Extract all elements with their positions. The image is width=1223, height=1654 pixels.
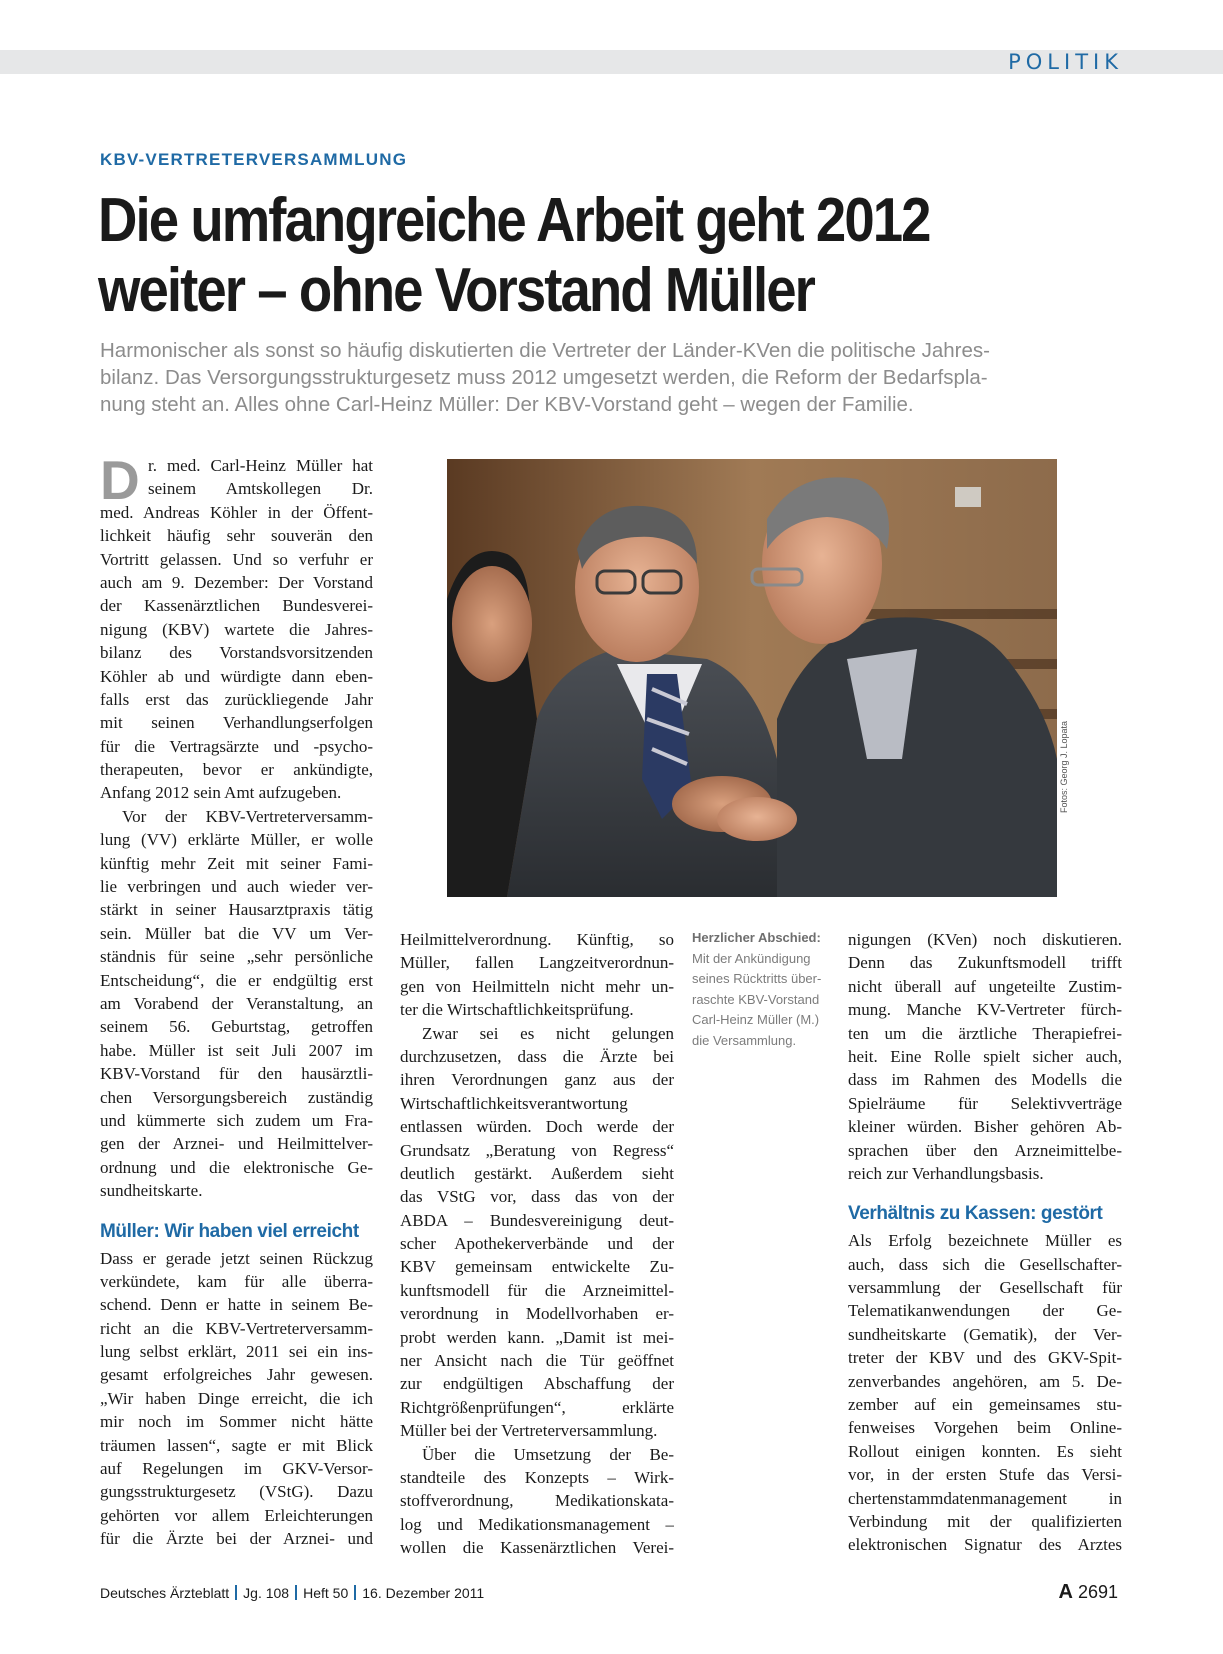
text-line: lichkeit häufig sehr souverän den [100,526,373,546]
text-line: auch, dass sich die Gesellschafter- [848,1254,1122,1274]
text-line: gesamt erfolgreiches Jahr gewesen. [100,1365,373,1385]
text-line: zur endgültigen Abschaffung der [400,1374,674,1394]
text-line: lung (VV) erklärte Müller, er wolle [100,830,373,850]
text-line: mir noch im Sommer nicht hätte [100,1412,373,1432]
text-line: am Vorabend der Veranstaltung, an [100,993,373,1013]
lead-line: nung steht an. Alles ohne Carl-Heinz Müller: Der KBV-Vorstand geht – wegen der Familie. [100,393,914,416]
text-line: auf Regelungen im GKV-Versor- [100,1459,373,1479]
headline-line: weiter – ohne Vorstand Müller [98,256,814,325]
text-line: für die Vertragsärzte und -psycho- [100,736,373,756]
text-line: Denn das Zukunftsmodell trifft [848,953,1122,973]
text-line: gen von Heilmitteln nicht mehr un- [400,976,674,996]
text-line: Vortritt gelassen. Und so verfuhr er [100,549,373,569]
text-column-2 [400,928,674,1560]
text-line: nicht überall auf ungeteilte Zustim- [848,976,1122,996]
text-line: Spielräume für Selektivverträge [848,1093,1122,1113]
photo-credit: Fotos: Georg J. Lopata [1059,720,1069,813]
caption-line: die Versammlung. [692,1032,797,1048]
footer-volume: Jg. 108 [243,1585,290,1601]
text-line: Müller bei der Vertreterversammlung. [400,1421,658,1441]
photo-caption [692,928,842,1051]
text-line: treter der KBV und des GKV-Spit- [848,1348,1122,1368]
text-line: verkündete, kam für alle überra- [100,1271,373,1291]
text-line: ter die Wirtschaftlichkeitsprüfung. [400,1000,634,1020]
text-line: ABDA – Bundesvereinigung deut- [400,1210,674,1230]
text-line: Dass er gerade jetzt seinen Rückzug [100,1248,373,1268]
text-line: reich zur Verhandlungsbasis. [848,1163,1044,1183]
text-line: ständnis für seine „sehr persönliche [100,947,373,967]
text-line: Richtgrößenprüfungen“, erklärte [400,1397,674,1417]
caption-title: Herzlicher Abschied: [692,930,821,945]
caption-line: Carl-Heinz Müller (M.) [692,1012,820,1027]
text-line: therapeuten, bevor er ankündigte, [100,760,373,780]
text-line: sundheitskarte (Gematik), der Ver- [848,1324,1122,1344]
text-line: Anfang 2012 sein Amt aufzugeben. [100,783,342,803]
photo-illustration [447,459,1057,897]
text-line: verordnung in Modellvorhaben er- [400,1304,674,1324]
text-line: lung selbst erklärt, 2011 sei ein ins- [100,1342,373,1362]
footer-publication: Deutsches Ärzteblatt [100,1585,230,1601]
footer-separator [235,1585,237,1600]
text-line: Telematikanwendungen der Ge- [848,1301,1122,1321]
text-line: kleiner würden. Bisher gehören Ab- [848,1117,1122,1137]
text-line: vor, in der ersten Stufe das Versi- [848,1465,1122,1485]
text-line: versammlung der Gesellschaft für [848,1278,1122,1298]
text-line: der Kassenärztlichen Bundesverei- [100,596,373,616]
page-number-value: 2691 [1077,1582,1118,1602]
text-line: elektronischen Signatur des Arztes [848,1535,1122,1555]
caption-line: seines Rücktritts über- [692,971,822,986]
text-line: stärkt in seiner Hausarztpraxis tätig [100,900,373,920]
text-line: gungsstrukturgesetz (VStG). Dazu [100,1482,373,1502]
text-line: scher Apothekerverbände und der [400,1234,674,1254]
text-line: nigung (KBV) wartete die Jahres- [100,619,373,639]
text-line: falls erst das zurückliegende Jahr [100,689,373,709]
article-lead [100,337,1130,418]
text-line: Entscheidung“, die er endgültig erst [100,970,373,990]
text-line: med. Andreas Köhler in der Öffent- [100,502,373,522]
text-line: künftig mehr Zeit mit seiner Fami- [100,853,373,873]
text-line: Grundsatz „Beratung von Regress“ [400,1140,674,1160]
footer-date: 16. Dezember 2011 [362,1585,485,1601]
text-line: schend. Denn er hatte in seinem Be- [100,1295,373,1315]
text-line: Müller, fallen Langzeitverordnun- [400,953,674,973]
text-line: zenverbandes angehören, am 5. De- [848,1371,1122,1391]
text-line: entlassen würden. Doch werde der [400,1117,674,1137]
text-line: r. med. Carl-Heinz Müller hat [148,456,373,475]
text-line: heit. Eine Rolle spielt sicher auch, [848,1046,1122,1066]
text-line: chen Versorgungsbereich zuständig [100,1087,373,1107]
text-line: und kümmerte sich zudem um Fra- [100,1110,373,1130]
text-line: „Wir haben Dinge erreicht, die ich [100,1388,373,1408]
caption-line: Mit der Ankündigung [692,950,811,966]
section-label: POLITIK [1008,50,1123,74]
text-line: Heilmittelverordnung. Künftig, so [400,930,674,949]
text-line: seinem Amtskollegen Dr. [148,479,373,499]
text-line: KBV gemeinsam entwickelte Zu- [400,1257,674,1277]
lead-line: bilanz. Das Versorgungsstrukturgesetz muss 2012 umgesetzt werden, die Reform der Bedarfspla- [100,366,988,389]
text-line: gen der Arznei- und Heilmittelver- [100,1134,373,1154]
section-subhead: Müller: Wir haben viel erreicht [100,1220,359,1242]
text-line: deutlich gestärkt. Außerdem sieht [400,1163,674,1183]
text-line: probt werden kann. „Damit ist mei- [400,1327,674,1347]
text-line: auch am 9. Dezember: Der Vorstand [100,572,373,592]
text-line: KBV-Vorstand für den hausärztli- [100,1064,373,1084]
text-line: ner Ansicht nach die Tür geöffnet [400,1351,674,1371]
text-column-1 [100,449,373,1551]
text-line: richt an die KBV-Vertreterversamm- [100,1318,373,1338]
text-line: wollen die Kassenärztlichen Verei- [400,1538,674,1558]
text-line: fenweises Vorgehen beim Online- [848,1418,1122,1438]
text-line: nigungen (KVen) noch diskutieren. [848,930,1122,949]
text-line: Verbindung mit der qualifizierten [848,1511,1122,1531]
text-line: bilanz des Vorstandsvorsitzenden [100,643,373,663]
text-line: Vor der KBV-Vertreterversamm- [122,806,373,826]
article-kicker: KBV-VERTRETERVERSAMMLUNG [100,150,408,169]
text-line: Rollout einigen konnten. Es sieht [848,1441,1122,1461]
headline-line: Die umfangreiche Arbeit geht 2012 [98,186,930,255]
page-number [1058,1581,1118,1604]
text-line: Zwar sei es nicht gelungen [422,1023,674,1043]
text-line: standteile des Konzepts – Wirk- [400,1467,674,1487]
text-line: seinem 56. Geburtstag, getroffen [100,1017,373,1037]
text-line: sein. Müller bat die VV um Ver- [100,923,373,943]
text-line: Köhler ab und würdigte dann eben- [100,666,373,686]
text-line: kunftsmodell für die Arzneimittel- [400,1280,674,1300]
page-prefix: A [1058,1581,1073,1603]
text-line: Wirtschaftlichkeitsverantwortung [400,1093,628,1113]
article-headline [98,186,996,326]
lead-line: Harmonischer als sonst so häufig diskutierten die Vertreter der Länder-KVen die politische Jahres- [100,339,990,362]
article-photo [447,459,1057,897]
text-line: sundheitskarte. [100,1181,203,1201]
text-line: mung. Manche KV-Vertreter fürch- [848,1000,1122,1020]
text-line: Über die Umsetzung der Be- [422,1444,674,1464]
footer-separator [295,1585,297,1600]
text-line: mit seinen Verhandlungserfolgen [100,713,373,733]
footer-separator [354,1585,356,1600]
text-line: chertenstammdatenmanagement in [848,1488,1122,1508]
text-line: das VStG vor, dass das von der [400,1187,674,1207]
text-line: lie verbringen und auch wieder ver- [100,877,373,897]
page-footer [100,1585,484,1601]
text-line: durchzusetzen, dass die Ärzte bei [400,1046,674,1066]
section-subhead: Verhältnis zu Kassen: gestört [848,1203,1103,1225]
footer-issue: Heft 50 [303,1585,349,1601]
text-line: zember auf ein gemeinsames stu- [848,1395,1122,1415]
text-line: stoffverordnung, Medikationskata- [400,1491,674,1511]
text-line: ihren Verordnungen ganz aus der [400,1070,674,1090]
caption-line: raschte KBV-Vorstand [692,991,820,1007]
text-line: log und Medikationsmanagement – [400,1514,674,1534]
text-line: dass im Rahmen des Modells die [848,1070,1122,1090]
drop-cap: D [100,449,140,511]
text-line: habe. Müller ist seit Juli 2007 im [100,1040,373,1060]
text-line: Als Erfolg bezeichnete Müller es [848,1231,1122,1251]
text-line: träumen lassen“, sagte er mit Blick [100,1435,373,1455]
text-line: sprachen über den Arzneimittelbe- [848,1140,1122,1160]
text-line: für die Ärzte bei der Arznei- und [100,1529,373,1549]
text-column-3 [848,928,1122,1557]
text-line: ordnung und die elektronische Ge- [100,1157,373,1177]
text-line: ten um die ärztliche Therapiefrei- [848,1023,1122,1043]
text-line: gehörten vor allem Erleichterungen [100,1505,373,1525]
